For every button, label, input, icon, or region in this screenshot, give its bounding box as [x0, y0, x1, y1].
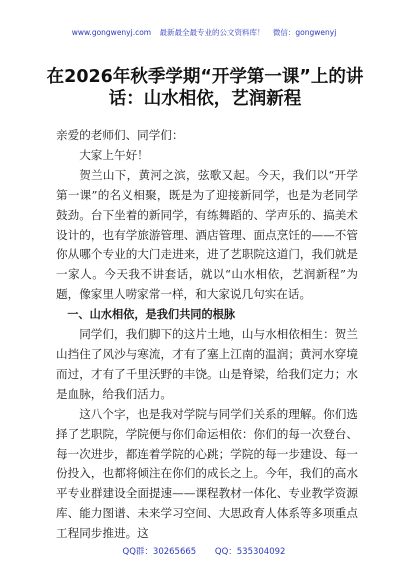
section-heading: 一、山水相依，是我们共同的根脉 [67, 308, 236, 322]
body-paragraph: 同学们，我们脚下的这片土地，山与水相依相生：贺兰山挡住了风沙与寒流，才有了塞上江南的温润；黄河水穿境而过，才有了千里沃野的丰饶。山是脊梁，给我们定力；水是血脉，给我们活力。 [56, 327, 358, 401]
qq-contact: QQ：535304092 [214, 547, 286, 557]
document-title: 在2026年秋季学期“开学第一课”上的讲话：山水相依，艺润新程 [46, 67, 364, 109]
qq-group: QQ群：30265665 [122, 547, 197, 557]
body-paragraph: 这八个字，也是我对学院与同学们关系的理解。你们选择了艺职院，学院便与你们命运相依：你们的每一次登台、每一次进步，都连着学院的心跳；学院的每一步建设、每一份投入，也都将倾注在你们的成长之上。今年，我们的高水平专业群建设全面提速——课程教材一体化、专业教学资源库、能力图谱、未来学习空间、大思政育人体系等多项重点工程同步推进。这 [56, 406, 358, 541]
site-url[interactable]: www.gongwenyj.com [71, 28, 152, 37]
site-slogan: 最新最全最专业的公文资料库！ [159, 28, 265, 37]
body-paragraph: 贺兰山下，黄河之滨，弦歌又起。今天，我们以“开学第一课”的名义相聚，既是为了迎接新同学，也是为老同学鼓劲。台下坐着的新同学，有练舞蹈的、学声乐的、搞美术设计的，也有学旅游管理、酒店管理、面点烹饪的——不管你从哪个专业的大门走进来，进了艺职院这道门，我们就是一家人。今天我不讲套话，就以“山水相依，艺润新程”为题，像家里人唠家常一样，和大家说几句实在话。 [56, 167, 358, 302]
document-body [56, 126, 358, 544]
salutation: 亲爱的老师们、同学们： [56, 128, 184, 142]
site-footer [0, 547, 408, 558]
site-header [0, 28, 408, 38]
greeting: 大家上午好！ [79, 147, 149, 162]
wechat-id: 微信：gongwenyj [272, 28, 337, 37]
